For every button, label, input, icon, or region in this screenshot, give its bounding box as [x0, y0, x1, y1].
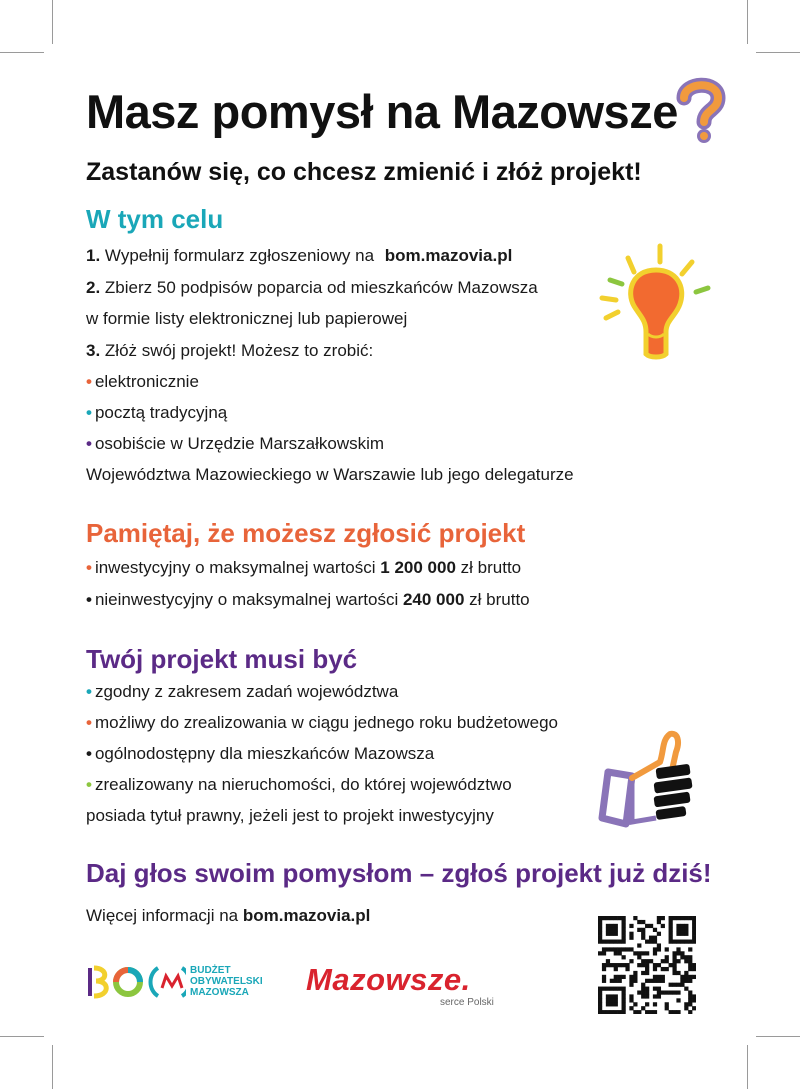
- list-item: • osobiście w Urzędzie Marszałkowskim: [86, 434, 385, 453]
- list-item: • nieinwestycyjny o maksymalnej wartości 240 000 zł brutto: [86, 590, 530, 609]
- bullet-icon: •: [86, 682, 92, 701]
- bullet-icon: •: [86, 403, 92, 422]
- question-mark-icon: [676, 76, 726, 144]
- crop-mark: [52, 1045, 53, 1089]
- crop-mark: [52, 0, 53, 44]
- list-item: • zgodny z zakresem zadań województwa: [86, 682, 399, 701]
- thumbs-up-icon: [598, 726, 702, 830]
- crop-mark: [0, 1036, 44, 1037]
- bullet-icon: •: [86, 775, 92, 794]
- bullet-icon: •: [86, 590, 92, 609]
- crop-mark: [0, 52, 44, 53]
- crop-mark: [747, 0, 748, 44]
- step-number: 2.: [86, 278, 101, 297]
- step-text: Zbierz 50 podpisów poparcia od mieszkańców Mazowsza: [104, 278, 538, 297]
- step-number: 1.: [86, 246, 101, 265]
- bullet-icon: •: [86, 372, 92, 391]
- bullet-icon: •: [86, 744, 92, 763]
- step-text: Złóż swój projekt! Możesz to zrobić:: [104, 341, 374, 360]
- crop-mark: [747, 1045, 748, 1089]
- list-item-cont: Województwa Mazowieckiego w Warszawie lub jego delegaturze: [86, 465, 574, 484]
- step-number: 3.: [86, 341, 101, 360]
- page-subtitle: Zastanów się, co chcesz zmienić i złóż projekt!: [86, 158, 642, 186]
- mazowsze-logo: Mazowsze.: [306, 962, 471, 997]
- section-heading-twoj-projekt: Twój projekt musi być: [86, 644, 358, 674]
- crop-mark: [756, 1036, 800, 1037]
- more-info: Więcej informacji na bom.mazovia.pl: [86, 906, 371, 925]
- bullet-icon: •: [86, 713, 92, 732]
- list-item: • inwestycyjny o maksymalnej wartości 1 200 000 zł brutto: [86, 558, 522, 577]
- list-item: • możliwy do zrealizowania w ciągu jednego roku budżetowego: [86, 713, 558, 732]
- call-to-action: Daj głos swoim pomysłom – zgłoś projekt już dziś!: [86, 858, 712, 888]
- section-heading-pamietaj: Pamiętaj, że możesz zgłosić projekt: [86, 518, 526, 548]
- amount-value: 240 000: [402, 590, 465, 609]
- amount-value: 1 200 000: [380, 558, 456, 577]
- lightbulb-icon: [596, 240, 714, 364]
- mazowsze-tagline: serce Polski: [440, 997, 494, 1008]
- step-1: [86, 246, 512, 266]
- section-heading-w-tym-celu: W tym celu: [86, 204, 224, 234]
- list-item: • elektronicznie: [86, 372, 199, 391]
- bullet-icon: •: [86, 434, 92, 453]
- list-item-cont: posiada tytuł prawny, jeżeli jest to projekt inwestycyjny: [86, 806, 494, 825]
- qr-code-icon[interactable]: [598, 916, 696, 1014]
- list-item: • ogólnodostępny dla mieszkańców Mazowsza: [86, 744, 435, 763]
- step-3: [86, 341, 373, 361]
- bullet-icon: •: [86, 558, 92, 577]
- bo-logo-icon: [86, 964, 186, 1000]
- website-link[interactable]: bom.mazovia.pl: [242, 906, 371, 925]
- bo-logo-text: BUDŻET OBYWATELSKI MAZOWSZA: [190, 965, 263, 998]
- list-item: • pocztą tradycyjną: [86, 403, 228, 422]
- step-2: [86, 278, 538, 298]
- page-title: Masz pomysł na Mazowsze: [86, 85, 678, 138]
- crop-mark: [756, 52, 800, 53]
- website-link[interactable]: bom.mazovia.pl: [384, 246, 513, 265]
- step-2-cont: w formie listy elektronicznej lub papierowej: [86, 309, 408, 328]
- step-text: Wypełnij formularz zgłoszeniowy na: [104, 246, 375, 265]
- list-item: • zrealizowany na nieruchomości, do której województwo: [86, 775, 512, 794]
